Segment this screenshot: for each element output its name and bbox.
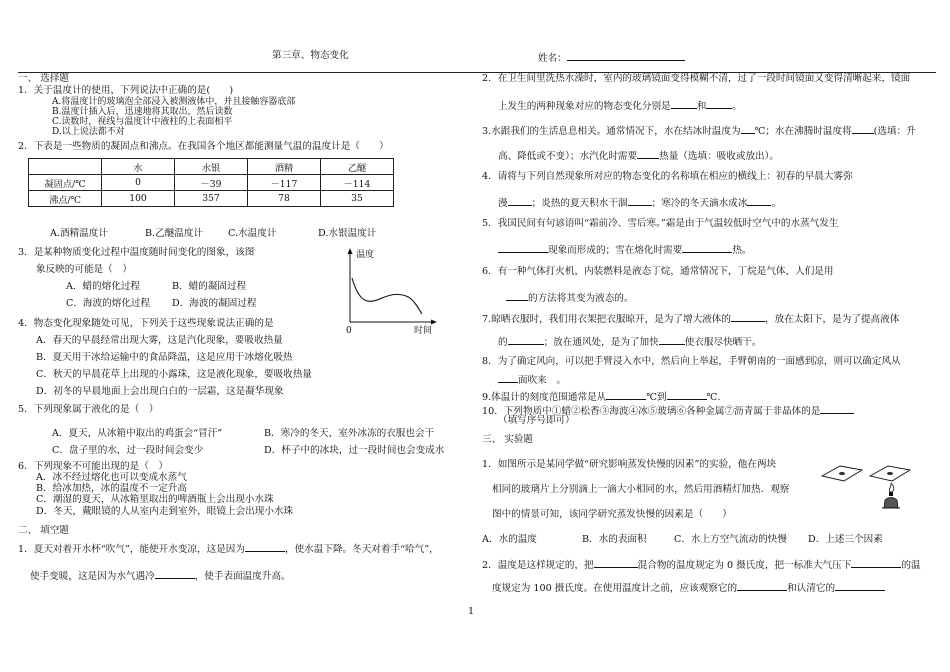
r6-line-1: 6．有一种气体打火机，内装燃料是液态丁烷，通常情况下，丁烷是气体，人们是用 [482,266,834,277]
e2-text-d: 度规定为 100 摄氏度。在使用温度计之前，应该观察它的 [492,583,738,594]
r4-text-b: ；炎热的夏天积水干涸 [531,198,628,209]
r9-text-b: ℃到 [646,392,667,403]
r7-text-b: ，放在太阳下，是为了提高液体 [765,314,900,325]
r3-line-2 [498,148,779,163]
r4-line-1: 4．请将与下列自然现象所对应的物态变化的名称填在相应的横线上：初春的早晨大雾弥 [482,171,853,182]
f1-text-b: ，使水温下降。冬天对着手“哈气”， [284,544,439,555]
f1-line-1 [18,541,439,556]
water-drop-left [839,472,845,475]
f1-blank-1[interactable] [245,541,285,552]
graph-y-label: 温度 [356,250,375,260]
q2-stem: 2．下表是一些物质的凝固点和沸点。在我国各个地区都能测量气温的温度计是（ ） [18,141,389,152]
q1-stem: 1．关于温度计的使用，下列说法中正确的是( ) [18,85,234,96]
name-label [538,50,685,65]
r2-text-a: 上发生的两种现象对应的物态变化分别是 [498,101,671,112]
q6-option-b: B．给冰加热，冰的温度不一定升高 [36,483,187,494]
q5-option-c: C．盘子里的水，过一段时间会变少 [52,445,204,456]
r9-blank-1[interactable] [606,389,646,400]
table-cell: 乙醚 [321,159,394,175]
section-experiment: 三、 实验题 [482,434,534,445]
r2-blank-1[interactable] [671,98,697,109]
r7-text-a: 7.晾晒衣服时，我们用衣架把衣服晾开，是为了增大液体的 [482,314,731,325]
q3-option-b: B．蜡的凝固过程 [172,281,247,292]
r2-blank-2[interactable] [706,98,732,109]
table-row [29,159,394,175]
page-number: 1 [468,606,475,617]
q6-option-d: D．冬天，戴眼镜的人从室内走到室外，眼镜上会出现小水珠 [36,506,294,517]
q1-option-d: D.以上说法都不对 [52,127,125,137]
water-drop-right [887,472,893,475]
q1-option-c: C.读数时，视线与温度计中液柱的上表面相平 [52,117,233,127]
table-cell: 35 [321,191,394,207]
e1-option-a: A．水的温度 [482,534,537,545]
table-cell: 0 [102,175,175,191]
q4-option-d: D．初冬的早晨地面上会出现白白的一层霜，这是凝华现象 [36,386,284,397]
table-cell: 凝固点/℃ [29,175,102,191]
q3-option-d: D．海波的凝固过程 [172,298,257,309]
r6-line-2 [506,290,634,305]
f1-blank-2[interactable] [155,568,195,579]
e2-text-b: 混合物的温度规定为 0 摄氏度，把一标准大气压下 [637,560,852,571]
graph-curve [352,278,422,314]
r3-text-c: (选填：升 [873,126,916,137]
q4-option-b: B．夏天用干冰给运输中的食品降温，这是应用干冰熔化吸热 [36,352,293,363]
e2-blank-3[interactable] [737,580,787,591]
r3-blank-3[interactable] [637,148,659,159]
r2-text-b: 和 [696,101,707,112]
q5-option-b: B．寒冷的冬天，室外冰冻的衣服也会干 [264,428,435,439]
table-cell [29,159,102,175]
r6-blank-1[interactable] [506,290,528,301]
r4-line-2 [498,195,781,210]
q2-option-c: C.水温度计 [228,228,277,239]
r4-text-d: 。 [771,198,782,209]
r7-text-e: 使衣服尽快晒干。 [684,337,762,348]
e2-text-a: 2．温度是这样规定的，把 [482,560,594,571]
r10-blank-1[interactable] [820,403,854,414]
q1-option-a: A.将温度计的玻璃泡全部浸入被测液体中，并且接触容器底部 [52,97,296,107]
r3-blank-1[interactable] [741,123,755,134]
r10-text-a: 10．下列物质中①蜡②松香③海波④冰⑤玻璃⑥各种金属⑦沥青属于非晶体的是 [482,406,821,417]
r7-blank-2[interactable] [508,334,544,345]
r9-line [482,389,720,404]
alcohol-lamp-icon [882,483,900,508]
r7-line-1 [482,311,899,326]
q1-option-b: B.温度计插入后，迅速地将其取出，然后读数 [52,107,233,117]
table-cell: 78 [248,191,321,207]
q3-stem-2: 象反映的可能是（ ） [36,264,132,275]
q3-option-c: C．海波的熔化过程 [66,298,151,309]
evaporation-experiment-figure [818,456,938,526]
e2-blank-2[interactable] [851,557,901,568]
table-cell: 100 [102,191,175,207]
r3-blank-2[interactable] [852,123,874,134]
r2-line-1: 2．在卫生间里洗热水澡时，室内的玻璃镜面变得模糊不清，过了一段时间镜面又变得清晰起来，镜面 [482,73,911,84]
r7-text-d: ；放在通风处，是为了加快 [543,337,659,348]
q2-option-b: B.乙醚温度计 [145,228,204,239]
table-cell: －114 [321,175,394,191]
table-cell: 水银 [175,159,248,175]
q4-option-a: A．春天的早晨经常出现大雾，这是汽化现象，要吸收热量 [36,335,283,346]
r7-blank-3[interactable] [659,334,685,345]
r4-blank-2[interactable] [628,195,652,206]
name-label-text: 姓名： [538,53,567,64]
r3-line-1 [482,123,916,138]
r5-blank-1[interactable] [498,242,548,253]
r5-line-2 [498,242,752,257]
e1-line-1: 1．如图所示是某同学做“研究影响蒸发快慢的因素”的实验，他在两块 [482,459,777,470]
name-blank[interactable] [567,50,685,61]
table-row [29,175,394,191]
r2-text-c: 。 [732,101,742,112]
graph-y-arrow [348,248,353,254]
graph-x-label: 时间 [414,326,433,336]
graph-origin-label: 0 [346,326,352,336]
f1-text-c: 使手变暖，这是因为水气遇冷 [30,571,155,582]
r2-line-2 [498,98,742,113]
r9-blank-2[interactable] [667,389,707,400]
f1-line-2 [30,568,291,583]
r7-line-2 [498,334,761,349]
e1-option-d: D．上述三个因素 [808,534,883,545]
e2-blank-1[interactable] [594,557,638,568]
r5-blank-2[interactable] [682,242,732,253]
f1-text-d: ，使手表面温度升高。 [194,571,291,582]
r5-text-a: 现象而形成的；雪在熔化时需要 [548,245,683,256]
graph-x-arrow [431,320,437,325]
r7-blank-1[interactable] [731,311,765,322]
r7-text-c: 的 [498,337,508,348]
q5-stem: 5．下列现象属于液化的是（ ） [18,404,159,415]
q5-option-a: A．夏天，从冰箱中取出的鸡蛋会“冒汗” [52,428,223,439]
f1-text-a: 1．夏天对着开水杯“吹气”，能使开水变凉，这是因为 [18,544,245,555]
r8-blank-1[interactable] [498,372,518,383]
r5-line-1: 5．我国民间有句谚语叫“霜前冷、雪后寒。”霜是由于气温较低时空气中的水蒸气发生 [482,218,839,229]
q2-option-d: D.水银温度计 [318,228,377,239]
r3-text-b: ℃；水在沸腾时温度将 [754,126,852,137]
e1-option-b: B．水的表面积 [582,534,647,545]
table-cell: －117 [248,175,321,191]
r9-text-a: 9.体温计的刻度范围通常是从 [482,392,607,403]
section-choice: 一、 选择题 [18,73,70,84]
table-cell: －39 [175,175,248,191]
r10-line-2: （填写序号即可） [498,415,575,426]
e1-option-c: C．水上方空气流动的快慢 [674,534,787,545]
table-row [29,191,394,207]
table-cell: 酒精 [248,159,321,175]
q4-stem: 4．物态变化现象随处可见，下列关于这些现象说法正确的是 [18,318,274,329]
q6-option-c: C．潮湿的夏天，从冰箱里取出的啤酒瓶上会出现小水珠 [36,494,274,505]
r3-text-e: 热量（选填：吸收或放出）。 [659,151,780,162]
section-fill: 二、 填空题 [18,525,70,536]
q6-stem: 6．下列现象不可能出现的是（ ） [18,461,169,472]
r4-text-c: ；寒冷的冬天滴水成冰 [651,198,748,209]
e1-line-2: 相同的玻璃片上分别滴上一滴大小相同的水，然后用酒精灯加热．观察 [492,484,790,495]
r5-text-b: 热。 [732,245,752,256]
q3-stem: 3．是某种物质变化过程中温度随时间变化的图象，该图 [18,247,255,258]
r4-blank-1[interactable] [508,195,532,206]
table-cell: 水 [102,159,175,175]
r4-blank-3[interactable] [747,195,771,206]
r9-text-c: ℃. [706,392,721,403]
q3-option-a: A．蜡的熔化过程 [66,281,141,292]
e2-blank-4[interactable] [835,580,885,591]
q2-table [28,158,394,207]
e2-line-2 [492,580,885,595]
q4-option-c: C．秋天的早晨花草上出现的小露珠，这是液化现象，要吸收热量 [36,369,312,380]
r8-line-1: 8．为了确定风向，可以把手臂浸入水中，然后向上举起，手臂朝南的一面感到凉，则可以确定风从 [482,356,901,367]
r6-text-a: 的方法将其变为液态的。 [528,293,634,304]
r8-text-a: 面吹来 。 [518,375,566,386]
r3-text-a: 3.水跟我们的生活息息相关。通常情况下，水在结冰时温度为 [482,126,741,137]
r4-text-a: 漫 [498,198,508,209]
e2-text-e: 和认清它的 [787,583,836,594]
e2-text-c: 的温 [901,560,921,571]
q6-option-a: A．冰不经过熔化也可以变成水蒸气 [36,472,187,483]
q2-option-a: A.酒精温度计 [50,228,108,239]
e1-line-3: 图中的情景可知，该同学研究蒸发快慢的因素是（ ） [492,509,732,520]
q5-option-d: D．杯子中的冰块，过一段时间也会变成水 [264,445,445,456]
r3-text-d: 高、降低或不变）；水汽化时需要 [498,151,638,162]
e2-line-1 [482,557,921,572]
r8-line-2 [498,372,566,387]
table-cell: 357 [175,191,248,207]
table-cell: 沸点/℃ [29,191,102,207]
chapter-title: 第三章、物态变化 [272,50,349,61]
